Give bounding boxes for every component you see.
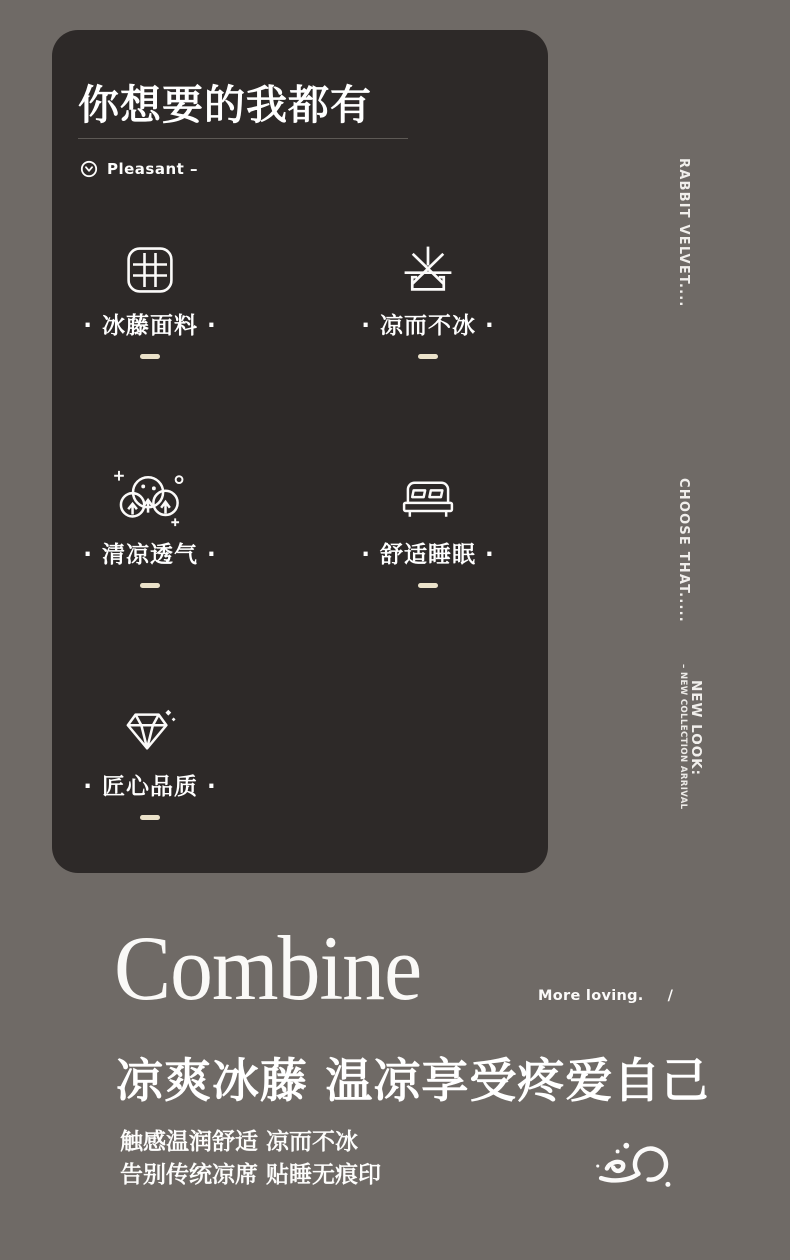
comfort-bed-icon [399,470,457,528]
subtext-line: 触感温润舒适 凉而不冰 [120,1129,359,1155]
side-text-rabbit-velvet: RABBIT VELVET.... [676,158,691,308]
card-title: 你想要的我都有 [78,81,372,129]
feature-label: · 匠心品质 · [83,774,217,800]
feature-comfort-sleep [328,470,528,588]
circle-v-icon [80,160,98,178]
breathable-cloud-icon [113,470,187,528]
feature-label: · 凉而不冰 · [361,313,495,339]
feature-label: · 冰藤面料 · [83,313,217,339]
divider-line [78,138,408,139]
new-look-subtitle: – NEW COLLECTION ARRIVAL [678,664,688,810]
bottom-headline: 凉爽冰藤 温凉享受疼爱自己 [116,1054,710,1109]
craft-diamond-icon [123,702,177,760]
subtext-line: 告别传统凉席 贴睡无痕印 [120,1162,382,1188]
combine-script-word: Combine [114,917,422,1019]
feature-craftsmanship [50,702,250,820]
side-text-new-look [678,664,704,810]
side-text-choose-that: CHOOSE THAT..... [676,478,691,623]
cool-not-ice-icon [401,241,455,299]
tagline-row [538,988,673,1004]
feature-cool-breathable [50,470,250,588]
accent-dash [418,583,438,588]
feature-cool-not-ice [328,241,528,359]
accent-dash [140,583,160,588]
feature-label: · 舒适睡眠 · [361,542,495,568]
feature-ice-rattan-fabric [50,241,250,359]
tagline-text: More loving. [538,988,644,1004]
feature-card [52,30,548,873]
pleasant-row [80,160,198,178]
pleasant-label: Pleasant – [107,160,199,178]
bottom-subtext [120,1126,381,1192]
accent-dash [140,354,160,359]
tagline-slash: / [667,988,674,1004]
wind-swirl-icon [594,1136,676,1200]
fabric-grid-icon [126,241,174,299]
accent-dash [140,815,160,820]
accent-dash [418,354,438,359]
new-look-title: NEW LOOK: [688,679,704,776]
feature-label: · 清凉透气 · [83,542,217,568]
